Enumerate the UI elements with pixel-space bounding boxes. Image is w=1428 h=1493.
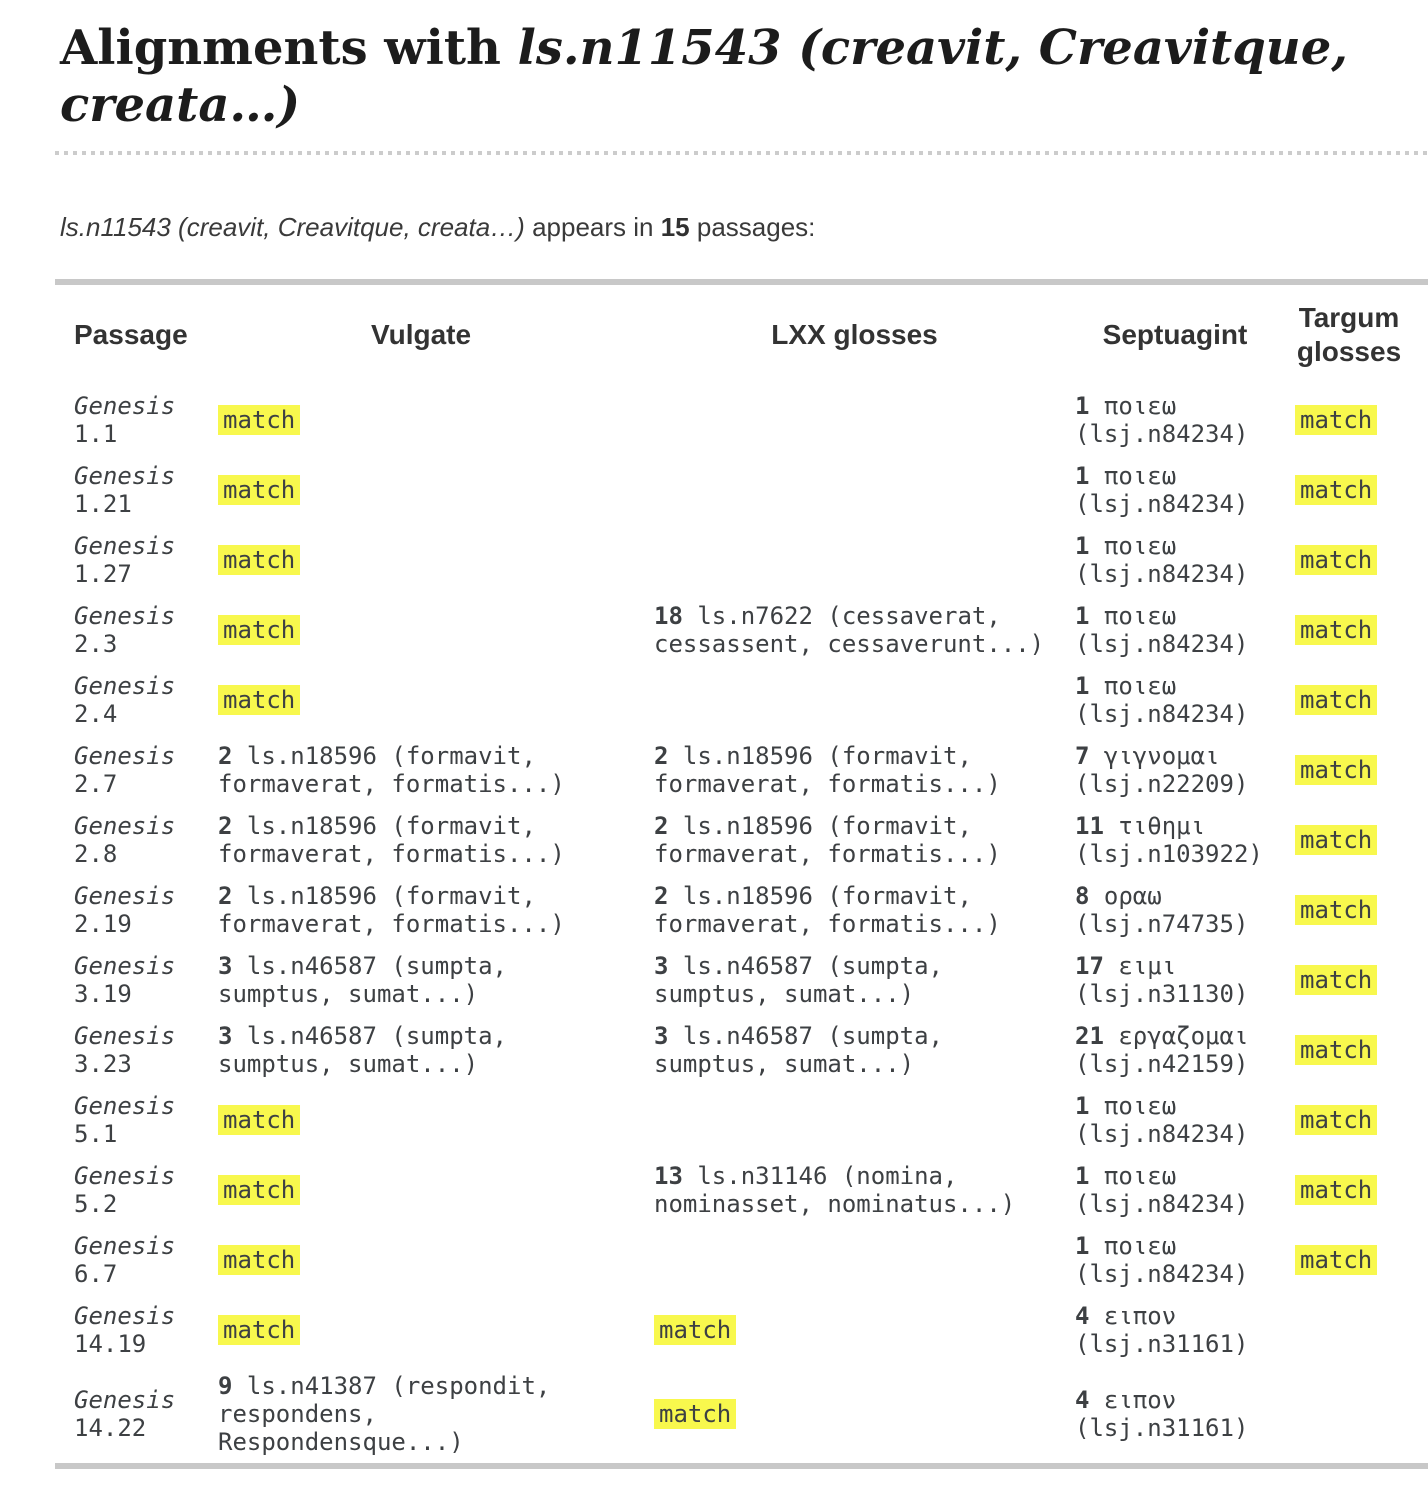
- intro-middle: appears in: [524, 212, 661, 242]
- targum-cell: [1295, 1085, 1428, 1155]
- table-row: [55, 1225, 1428, 1295]
- passage-cell: [55, 1365, 218, 1466]
- gloss-text: ls.n46587 (sumpta, sumptus, sumat...): [654, 952, 943, 1008]
- gloss-text: ls.n18596 (formavit, formaverat, formatis...): [654, 812, 1001, 868]
- vulgate-cell: [218, 1085, 654, 1155]
- match-badge: match: [1295, 895, 1377, 925]
- gloss-count: 1: [1075, 392, 1090, 420]
- passage-ref: 1.27: [74, 560, 132, 588]
- targum-cell: [1295, 735, 1428, 805]
- gloss-count: 1: [1075, 1232, 1090, 1260]
- septuagint-cell: [1075, 1365, 1295, 1466]
- vulgate-cell: [218, 945, 654, 1015]
- lxx-cell: [654, 665, 1075, 735]
- septuagint-cell: [1075, 735, 1295, 805]
- intro-suffix: passages:: [689, 212, 816, 242]
- gloss-count: 1: [1075, 672, 1090, 700]
- targum-cell: [1295, 525, 1428, 595]
- passage-ref: 1.21: [74, 490, 132, 518]
- intro-line: [60, 211, 1428, 243]
- septuagint-cell: [1075, 385, 1295, 455]
- passage-ref: 14.19: [74, 1330, 147, 1358]
- targum-cell: [1295, 945, 1428, 1015]
- targum-cell: [1295, 1365, 1428, 1466]
- gloss-count: 1: [1075, 462, 1090, 490]
- gloss-text: ls.n18596 (formavit, formaverat, formatis...): [218, 812, 565, 868]
- targum-cell: [1295, 875, 1428, 945]
- lxx-cell: [654, 1225, 1075, 1295]
- passage-book: Genesis: [74, 602, 176, 630]
- passage-cell: [55, 595, 218, 665]
- column-header-vulgate: Vulgate: [370, 319, 472, 350]
- passage-ref: 2.3: [74, 630, 118, 658]
- vulgate-cell: [218, 1295, 654, 1365]
- passage-cell: [55, 1085, 218, 1155]
- gloss-count: 7: [1075, 742, 1090, 770]
- septuagint-cell: [1075, 665, 1295, 735]
- passage-ref: 2.4: [74, 700, 118, 728]
- vulgate-cell: [218, 875, 654, 945]
- table-row: [55, 525, 1428, 595]
- gloss-text: ls.n41387 (respondit, respondens, Respondensque...): [218, 1372, 551, 1456]
- gloss-count: 1: [1075, 1162, 1090, 1190]
- passage-book: Genesis: [74, 462, 176, 490]
- gloss-text: ποιεω (lsj.n84234): [1075, 1092, 1249, 1148]
- match-badge: match: [1295, 475, 1377, 505]
- septuagint-cell: [1075, 875, 1295, 945]
- lxx-cell: [654, 945, 1075, 1015]
- passage-cell: [55, 1295, 218, 1365]
- gloss-text: τιθημι (lsj.n103922): [1075, 812, 1263, 868]
- lxx-cell: [654, 385, 1075, 455]
- match-badge: match: [1295, 545, 1377, 575]
- table-row: [55, 1155, 1428, 1225]
- septuagint-cell: [1075, 1015, 1295, 1085]
- column-header-passage: Passage: [74, 319, 188, 350]
- septuagint-cell: [1075, 1155, 1295, 1225]
- match-badge: match: [1295, 1175, 1377, 1205]
- passage-ref: 6.7: [74, 1260, 118, 1288]
- passage-book: Genesis: [74, 812, 176, 840]
- match-badge: match: [218, 405, 300, 435]
- passage-ref: 3.19: [74, 980, 132, 1008]
- page-title: [60, 20, 1370, 134]
- gloss-text: ποιεω (lsj.n84234): [1075, 392, 1249, 448]
- gloss-count: 21: [1075, 1022, 1104, 1050]
- passage-cell: [55, 665, 218, 735]
- passage-cell: [55, 1155, 218, 1225]
- gloss-text: ποιεω (lsj.n84234): [1075, 1162, 1249, 1218]
- lxx-cell: [654, 1085, 1075, 1155]
- vulgate-cell: [218, 1015, 654, 1085]
- gloss-text: ποιεω (lsj.n84234): [1075, 532, 1249, 588]
- targum-cell: [1295, 595, 1428, 665]
- septuagint-cell: [1075, 595, 1295, 665]
- table-row: [55, 1295, 1428, 1365]
- gloss-text: ποιεω (lsj.n84234): [1075, 672, 1249, 728]
- gloss-text: ποιεω (lsj.n84234): [1075, 602, 1249, 658]
- match-badge: match: [1295, 1105, 1377, 1135]
- gloss-count: 3: [218, 1022, 233, 1050]
- column-header-septuagint: Septuagint: [1102, 319, 1248, 350]
- match-badge: match: [1295, 685, 1377, 715]
- targum-cell: [1295, 1155, 1428, 1225]
- gloss-count: 2: [654, 882, 669, 910]
- septuagint-cell: [1075, 525, 1295, 595]
- match-badge: match: [218, 1315, 300, 1345]
- passage-book: Genesis: [74, 1092, 176, 1120]
- septuagint-cell: [1075, 455, 1295, 525]
- passage-book: Genesis: [74, 882, 176, 910]
- lxx-cell: [654, 735, 1075, 805]
- match-badge: match: [1295, 1245, 1377, 1275]
- targum-cell: [1295, 1295, 1428, 1365]
- gloss-count: 1: [1075, 1092, 1090, 1120]
- passage-book: Genesis: [74, 1302, 176, 1330]
- gloss-text: ls.n7622 (cessaverat, cessassent, cessaverunt...): [654, 602, 1045, 658]
- passage-ref: 2.7: [74, 770, 118, 798]
- gloss-text: ls.n18596 (formavit, formaverat, formatis...): [654, 742, 1001, 798]
- passage-book: Genesis: [74, 1386, 176, 1414]
- gloss-count: 1: [1075, 602, 1090, 630]
- match-badge: match: [1295, 405, 1377, 435]
- targum-cell: [1295, 1225, 1428, 1295]
- gloss-count: 2: [654, 742, 669, 770]
- gloss-text: ειπον (lsj.n31161): [1075, 1302, 1249, 1358]
- gloss-count: 4: [1075, 1302, 1090, 1330]
- intro-lemma: ls.n11543 (creavit, Creavitque, creata…): [60, 212, 525, 242]
- gloss-text: ειμι (lsj.n31130): [1075, 952, 1249, 1008]
- match-badge: match: [218, 545, 300, 575]
- gloss-text: οραω (lsj.n74735): [1075, 882, 1249, 938]
- passage-ref: 14.22: [74, 1414, 147, 1442]
- table-header: [55, 282, 1428, 385]
- passage-book: Genesis: [74, 392, 176, 420]
- lxx-cell: [654, 1295, 1075, 1365]
- alignment-table: [55, 279, 1428, 1469]
- match-badge: match: [1295, 615, 1377, 645]
- gloss-count: 17: [1075, 952, 1104, 980]
- passage-cell: [55, 455, 218, 525]
- gloss-count: 8: [1075, 882, 1090, 910]
- passage-ref: 5.2: [74, 1190, 118, 1218]
- targum-cell: [1295, 665, 1428, 735]
- targum-cell: [1295, 455, 1428, 525]
- passage-book: Genesis: [74, 672, 176, 700]
- gloss-text: ls.n31146 (nomina, nominasset, nominatus...): [654, 1162, 1016, 1218]
- table-row: [55, 455, 1428, 525]
- header-row: [55, 282, 1428, 385]
- gloss-text: ls.n18596 (formavit, formaverat, formatis...): [654, 882, 1001, 938]
- passage-ref: 1.1: [74, 420, 118, 448]
- gloss-text: ειπον (lsj.n31161): [1075, 1386, 1249, 1442]
- title-lemma: ls.n11543 (creavit, Creavitque, creata…): [60, 20, 1348, 133]
- table-row: [55, 1015, 1428, 1085]
- passage-cell: [55, 1225, 218, 1295]
- passage-cell: [55, 735, 218, 805]
- septuagint-cell: [1075, 1295, 1295, 1365]
- table-row: [55, 1085, 1428, 1155]
- gloss-text: ποιεω (lsj.n84234): [1075, 462, 1249, 518]
- match-badge: match: [218, 475, 300, 505]
- gloss-count: 2: [218, 742, 233, 770]
- table-row: [55, 875, 1428, 945]
- match-badge: match: [218, 1245, 300, 1275]
- lxx-cell: [654, 455, 1075, 525]
- title-prefix: Alignments with: [60, 20, 518, 76]
- passage-cell: [55, 805, 218, 875]
- gloss-text: ποιεω (lsj.n84234): [1075, 1232, 1249, 1288]
- vulgate-cell: [218, 385, 654, 455]
- gloss-count: 4: [1075, 1386, 1090, 1414]
- table-body: [55, 385, 1428, 1466]
- lxx-cell: [654, 1155, 1075, 1225]
- passage-cell: [55, 945, 218, 1015]
- passage-book: Genesis: [74, 1022, 176, 1050]
- gloss-count: 1: [1075, 532, 1090, 560]
- passage-cell: [55, 525, 218, 595]
- match-badge: match: [1295, 1035, 1377, 1065]
- septuagint-cell: [1075, 805, 1295, 875]
- vulgate-cell: [218, 1365, 654, 1466]
- table-row: [55, 385, 1428, 455]
- targum-cell: [1295, 1015, 1428, 1085]
- lxx-cell: [654, 1365, 1075, 1466]
- match-badge: match: [218, 685, 300, 715]
- passage-ref: 2.8: [74, 840, 118, 868]
- column-header-targum-glosses: Targum glosses: [1296, 302, 1402, 367]
- gloss-count: 11: [1075, 812, 1104, 840]
- vulgate-cell: [218, 735, 654, 805]
- gloss-text: γιγνομαι (lsj.n22209): [1075, 742, 1249, 798]
- septuagint-cell: [1075, 945, 1295, 1015]
- table-row: [55, 665, 1428, 735]
- table-row: [55, 805, 1428, 875]
- passage-book: Genesis: [74, 1232, 176, 1260]
- vulgate-cell: [218, 1225, 654, 1295]
- lxx-cell: [654, 525, 1075, 595]
- passage-cell: [55, 1015, 218, 1085]
- vulgate-cell: [218, 525, 654, 595]
- vulgate-cell: [218, 665, 654, 735]
- gloss-count: 3: [654, 1022, 669, 1050]
- gloss-count: 2: [218, 882, 233, 910]
- passage-book: Genesis: [74, 952, 176, 980]
- vulgate-cell: [218, 455, 654, 525]
- lxx-cell: [654, 805, 1075, 875]
- gloss-text: εργαζομαι (lsj.n42159): [1075, 1022, 1249, 1078]
- passage-book: Genesis: [74, 742, 176, 770]
- septuagint-cell: [1075, 1225, 1295, 1295]
- column-header-lxx-glosses: LXX glosses: [771, 319, 938, 350]
- gloss-count: 18: [654, 602, 683, 630]
- vulgate-cell: [218, 805, 654, 875]
- vulgate-cell: [218, 1155, 654, 1225]
- match-badge: match: [654, 1399, 736, 1429]
- passage-count: 15: [660, 212, 690, 242]
- table-row: [55, 1365, 1428, 1466]
- gloss-text: ls.n18596 (formavit, formaverat, formatis...): [218, 882, 565, 938]
- vulgate-cell: [218, 595, 654, 665]
- passage-cell: [55, 875, 218, 945]
- passage-ref: 3.23: [74, 1050, 132, 1078]
- targum-cell: [1295, 385, 1428, 455]
- match-badge: match: [654, 1315, 736, 1345]
- passage-ref: 5.1: [74, 1120, 118, 1148]
- gloss-count: 3: [218, 952, 233, 980]
- septuagint-cell: [1075, 1085, 1295, 1155]
- gloss-text: ls.n46587 (sumpta, sumptus, sumat...): [654, 1022, 943, 1078]
- lxx-cell: [654, 875, 1075, 945]
- match-badge: match: [218, 1175, 300, 1205]
- gloss-count: 2: [654, 812, 669, 840]
- passage-book: Genesis: [74, 1162, 176, 1190]
- gloss-text: ls.n18596 (formavit, formaverat, formatis...): [218, 742, 565, 798]
- passage-book: Genesis: [74, 532, 176, 560]
- gloss-count: 9: [218, 1372, 233, 1400]
- passage-ref: 2.19: [74, 910, 132, 938]
- passage-cell: [55, 385, 218, 455]
- targum-cell: [1295, 805, 1428, 875]
- match-badge: match: [218, 1105, 300, 1135]
- gloss-count: 3: [654, 952, 669, 980]
- match-badge: match: [218, 615, 300, 645]
- table-row: [55, 735, 1428, 805]
- gloss-count: 13: [654, 1162, 683, 1190]
- gloss-text: ls.n46587 (sumpta, sumptus, sumat...): [218, 952, 507, 1008]
- gloss-text: ls.n46587 (sumpta, sumptus, sumat...): [218, 1022, 507, 1078]
- match-badge: match: [1295, 965, 1377, 995]
- table-row: [55, 595, 1428, 665]
- table-row: [55, 945, 1428, 1015]
- title-divider: [55, 151, 1428, 155]
- lxx-cell: [654, 1015, 1075, 1085]
- match-badge: match: [1295, 825, 1377, 855]
- lxx-cell: [654, 595, 1075, 665]
- match-badge: match: [1295, 755, 1377, 785]
- gloss-count: 2: [218, 812, 233, 840]
